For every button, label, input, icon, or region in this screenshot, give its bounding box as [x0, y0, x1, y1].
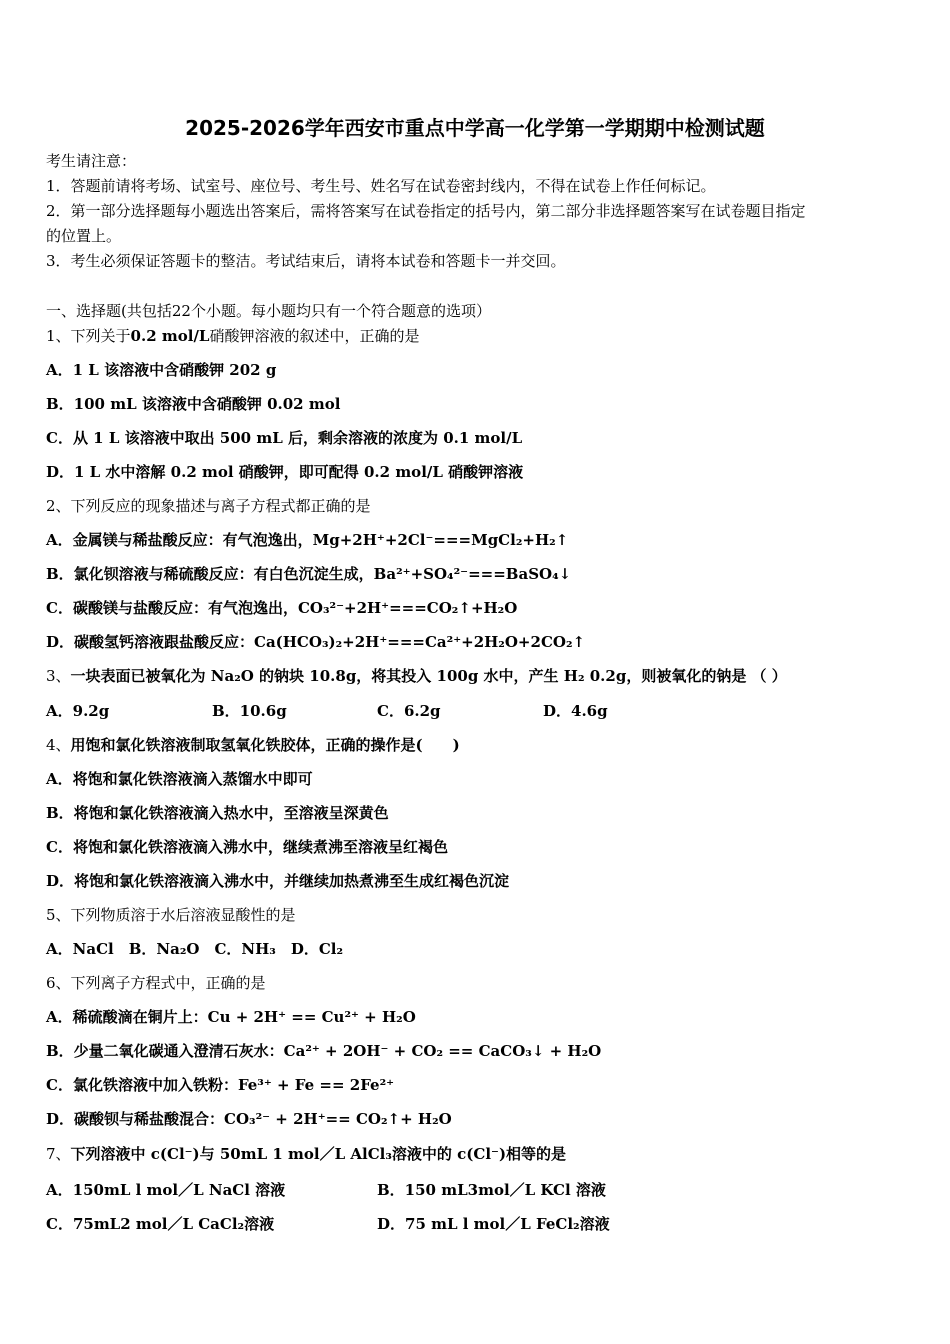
q4-option-a: A．将饱和氯化铁溶液滴入蒸馏水中即可: [46, 770, 313, 788]
q7-option-c: C．75mL2 mol／L CaCl₂溶液: [46, 1215, 275, 1233]
question-6-stem: 6、下列离子方程式中，正确的是: [46, 974, 266, 992]
notice-item-2: 2．第一部分选择题每小题选出答案后，需将答案写在试卷指定的括号内，第二部分非选择题答案写在试卷题目指定: [46, 202, 806, 220]
q1-stem-a: 1、下列关于: [46, 327, 131, 345]
q6-option-d: D．碳酸钡与稀盐酸混合：CO₃²⁻ + 2H⁺== CO₂↑+ H₂O: [46, 1110, 452, 1128]
notice-item-3: 3．考生必须保证答题卡的整洁。考试结束后，请将本试卷和答题卡一并交回。: [46, 252, 566, 270]
q1-option-a: A．1 L 该溶液中含硝酸钾 202 g: [46, 361, 277, 379]
q3-option-c: C．6.2g: [377, 702, 441, 720]
q2-option-b: B．氯化钡溶液与稀硫酸反应：有白色沉淀生成，Ba²⁺+SO₄²⁻===BaSO₄↓: [46, 565, 572, 583]
q4-stem-a: 4、: [46, 736, 71, 754]
q4-option-c: C．将饱和氯化铁溶液滴入沸水中，继续煮沸至溶液呈红褐色: [46, 838, 448, 856]
section-heading: 一、选择题(共包括22个小题。每小题均只有一个符合题意的选项）: [46, 302, 491, 320]
q2-option-c: C．碳酸镁与盐酸反应：有气泡逸出，CO₃²⁻+2H⁺===CO₂↑+H₂O: [46, 599, 518, 617]
question-1-stem: [46, 326, 419, 346]
q1-stem-b: 0.2 mol/L: [130, 327, 210, 345]
q2-option-a: A．金属镁与稀盐酸反应：有气泡逸出，Mg+2H⁺+2Cl⁻===MgCl₂+H₂↑: [46, 531, 569, 549]
q2-option-d: D．碳酸氢钙溶液跟盐酸反应：Ca(HCO₃)₂+2H⁺===Ca²⁺+2H₂O+2CO₂↑: [46, 633, 586, 651]
q3-option-a: A．9.2g: [46, 702, 110, 720]
q3-stem-b: 一块表面已被氧化为 Na₂O 的钠块 10.8g，将其投入 100g 水中，产生 H₂ 0.2g，则被氧化的钠是 （ ）: [70, 667, 787, 685]
q7-option-a: A．150mL l mol／L NaCl 溶液: [46, 1181, 286, 1199]
q3-stem-a: 3、: [46, 667, 71, 685]
notice-item-1: 1．答题前请将考场、试室号、座位号、考生号、姓名写在试卷密封线内，不得在试卷上作任何标记。: [46, 177, 716, 195]
q6-option-c: C．氯化铁溶液中加入铁粉：Fe³⁺ + Fe == 2Fe²⁺: [46, 1076, 395, 1094]
q5-options: A．NaCl B．Na₂O C．NH₃ D．Cl₂: [46, 940, 344, 958]
q4-option-b: B．将饱和氯化铁溶液滴入热水中，至溶液呈深黄色: [46, 804, 389, 822]
q1-option-d: D．1 L 水中溶解 0.2 mol 硝酸钾，即可配得 0.2 mol/L 硝酸钾溶液: [46, 463, 524, 481]
question-2-stem: 2、下列反应的现象描述与离子方程式都正确的是: [46, 497, 371, 515]
q4-option-d: D．将饱和氯化铁溶液滴入沸水中，并继续加热煮沸至生成红褐色沉淀: [46, 872, 510, 890]
page-title: 2025-2026学年西安市重点中学高一化学第一学期期中检测试题: [185, 116, 765, 140]
q7-option-d: D．75 mL l mol／L FeCl₂溶液: [377, 1215, 610, 1233]
q7-stem-b: 下列溶液中 c(Cl⁻)与 50mL 1 mol／L AlCl₃溶液中的 c(Cl⁻)相等的是: [70, 1145, 567, 1163]
question-3-stem: [46, 666, 787, 686]
q1-option-c: C．从 1 L 该溶液中取出 500 mL 后，剩余溶液的浓度为 0.1 mol/L: [46, 429, 523, 447]
q7-option-b: B．150 mL3mol／L KCl 溶液: [377, 1181, 606, 1199]
question-7-stem: [46, 1144, 566, 1164]
q3-option-d: D．4.6g: [543, 702, 608, 720]
q1-stem-c: 硝酸钾溶液的叙述中，正确的是: [209, 327, 420, 345]
q4-stem-b: 用饱和氯化铁溶液制取氢氧化铁胶体，正确的操作是( ): [70, 736, 460, 754]
q7-stem-a: 7、: [46, 1145, 71, 1163]
q6-option-a: A．稀硫酸滴在铜片上：Cu + 2H⁺ == Cu²⁺ + H₂O: [46, 1008, 416, 1026]
question-5-stem: 5、下列物质溶于水后溶液显酸性的是: [46, 906, 296, 924]
q1-option-b: B．100 mL 该溶液中含硝酸钾 0.02 mol: [46, 395, 341, 413]
q6-option-b: B．少量二氧化碳通入澄清石灰水：Ca²⁺ + 2OH⁻ + CO₂ == CaCO₃↓ + H₂O: [46, 1042, 602, 1060]
notice-item-2-cont: 的位置上。: [46, 227, 122, 245]
question-4-stem: [46, 735, 460, 755]
q3-option-b: B．10.6g: [212, 702, 287, 720]
notice-heading: 考生请注意：: [46, 152, 137, 170]
